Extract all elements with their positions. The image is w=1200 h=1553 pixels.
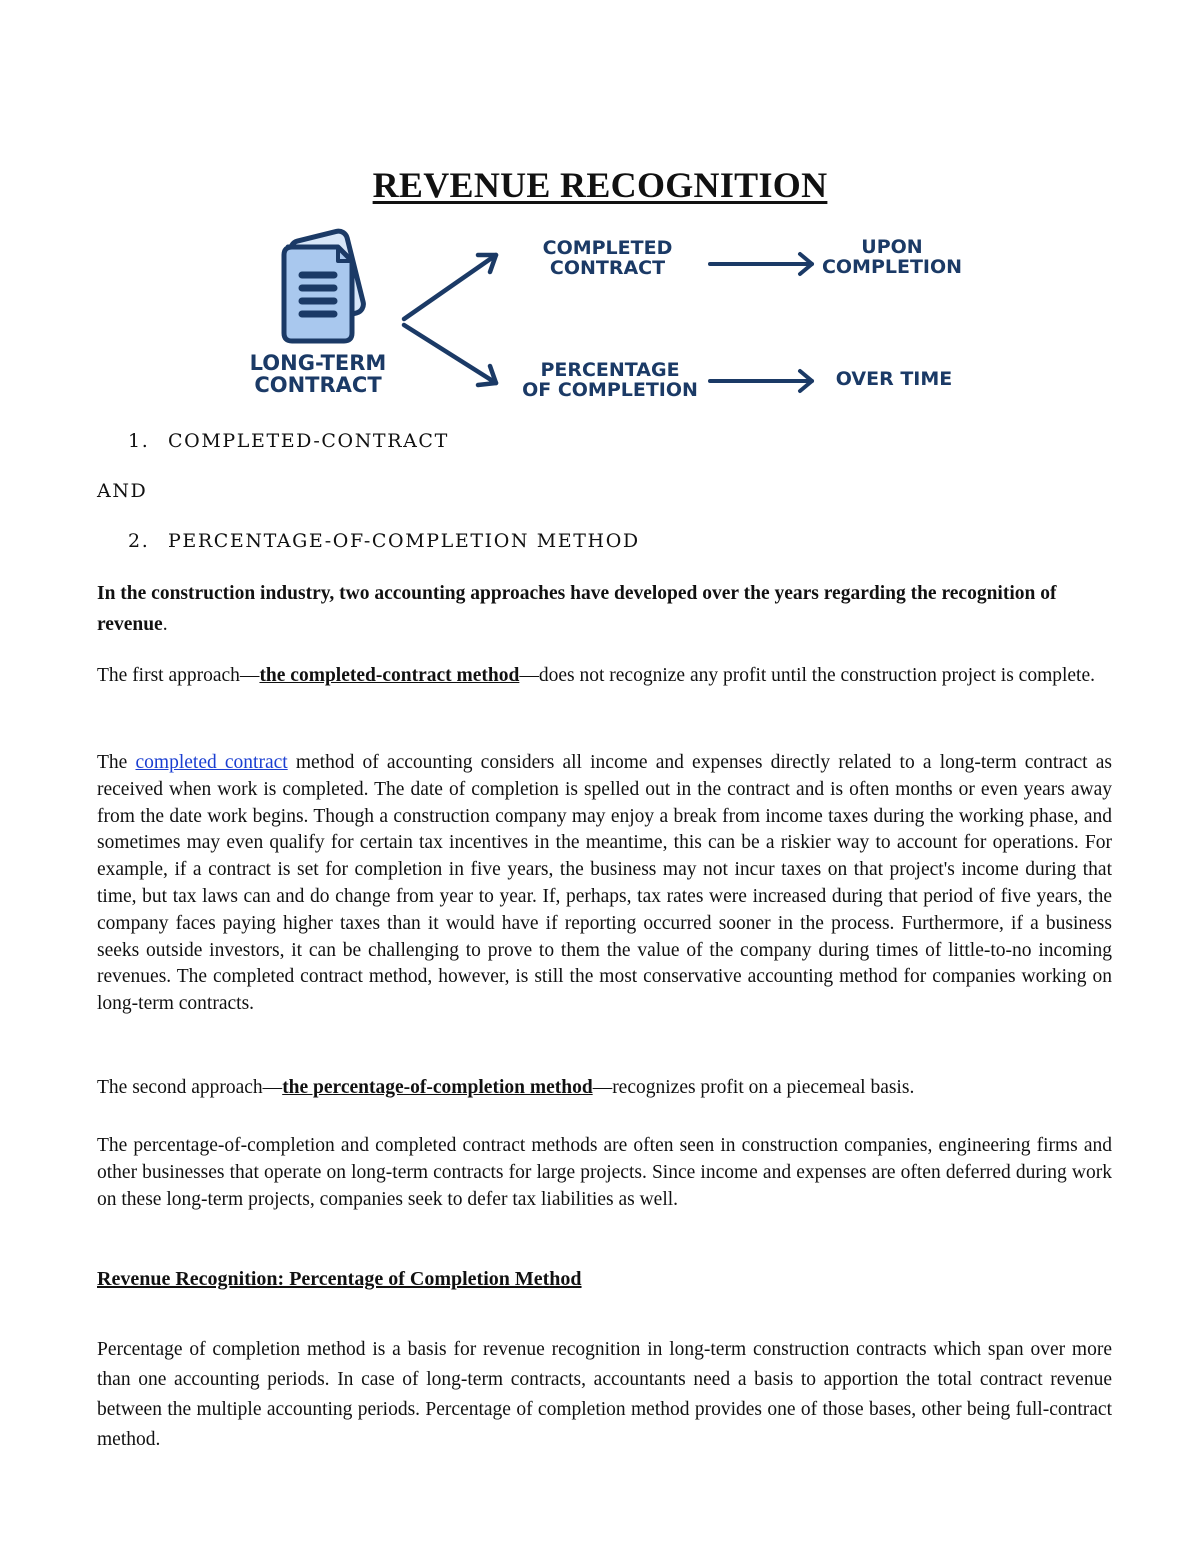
percentage-of-completion-term: the percentage-of-completion method (282, 1077, 593, 1098)
list-number: 1. (128, 430, 150, 452)
cc-para-body: method of accounting considers all income and expenses directly related to a long-term contract as received when work is completed. The date of completion is spelled out in the contract and is often months or even years away from the date work begins. Though a construction company may enjoy a break from income taxes during the working phase, and sometimes may even qualify for certain tax incentives in the meantime, this can be a riskier way to account for operations. For example, if a contract is set for completion in five years, the business may not incur taxes on that project's income during that time, but tax laws can and do change from year to year. If, perhaps, tax rates were increased during that period of five years, the company faces paying higher taxes than it would have if reporting occurred sooner in the process. Furthermore, if a business seeks outside investors, it can be challenging to prove to them the value of the company during times of little-to-no incoming revenues. The completed contract method, however, is still the most conservative accounting method for companies working on long-term contracts. (97, 752, 1112, 1015)
first-approach-post: —does not recognize any profit until the construction project is complete. (519, 665, 1096, 686)
page-title: REVENUE RECOGNITION (372, 165, 828, 205)
intro-bold-text: In the construction industry, two accounting approaches have developed over the years regarding the recognition of revenue (97, 583, 1057, 635)
over-time-label: OVER TIME (835, 368, 953, 390)
completed-contract-paragraph (97, 750, 1112, 1018)
list-item-1 (128, 430, 449, 452)
list-number: 2. (128, 530, 150, 552)
cc-para-pre: The (97, 752, 136, 773)
section-heading: Revenue Recognition: Percentage of Completion Method (97, 1268, 582, 1290)
long-term-contract-label: LONG-TERM CONTRACT (249, 351, 387, 398)
list-label: COMPLETED-CONTRACT (168, 430, 449, 452)
completed-contract-term: the completed-contract method (259, 665, 520, 686)
list-label: PERCENTAGE-OF-COMPLETION METHOD (168, 530, 640, 552)
first-approach-pre: The first approach— (97, 665, 260, 686)
both-methods-paragraph: The percentage-of-completion and completed contract methods are often seen in construction companies, engineering firms and other businesses that operate on long-term contracts for large projects. Since income and expenses are often deferred during work on these long-term projects, companies seek to defer tax liabilities as well. (97, 1135, 1112, 1210)
list-item-2 (128, 530, 640, 552)
second-approach-post: —recognizes profit on a piecemeal basis. (592, 1077, 915, 1098)
percentage-of-completion-paragraph: Percentage of completion method is a basis for revenue recognition in long-term construction contracts which span over more than one accounting periods. In case of long-term contracts, accountants need a basis to apportion the total contract revenue between the multiple accounting periods. Percentage of completion method provides one of those bases, other being full-contract method. (97, 1339, 1112, 1450)
document-icon (284, 229, 365, 341)
second-approach-pre: The second approach— (97, 1077, 283, 1098)
second-approach-paragraph (97, 1075, 1112, 1102)
upon-completion-label: UPON COMPLETION (821, 236, 963, 278)
intro-paragraph (97, 578, 1112, 640)
timing-arrows (710, 254, 812, 391)
percentage-of-completion-label: PERCENTAGE OF COMPLETION (522, 359, 698, 401)
first-approach-paragraph (97, 660, 1112, 691)
completed-contract-link[interactable]: completed contract (135, 752, 288, 773)
revenue-recognition-diagram (220, 225, 1000, 425)
and-text: AND (97, 480, 148, 502)
branch-arrows (404, 255, 496, 385)
intro-tail: . (162, 614, 168, 635)
completed-contract-label: COMPLETED CONTRACT (542, 237, 673, 279)
